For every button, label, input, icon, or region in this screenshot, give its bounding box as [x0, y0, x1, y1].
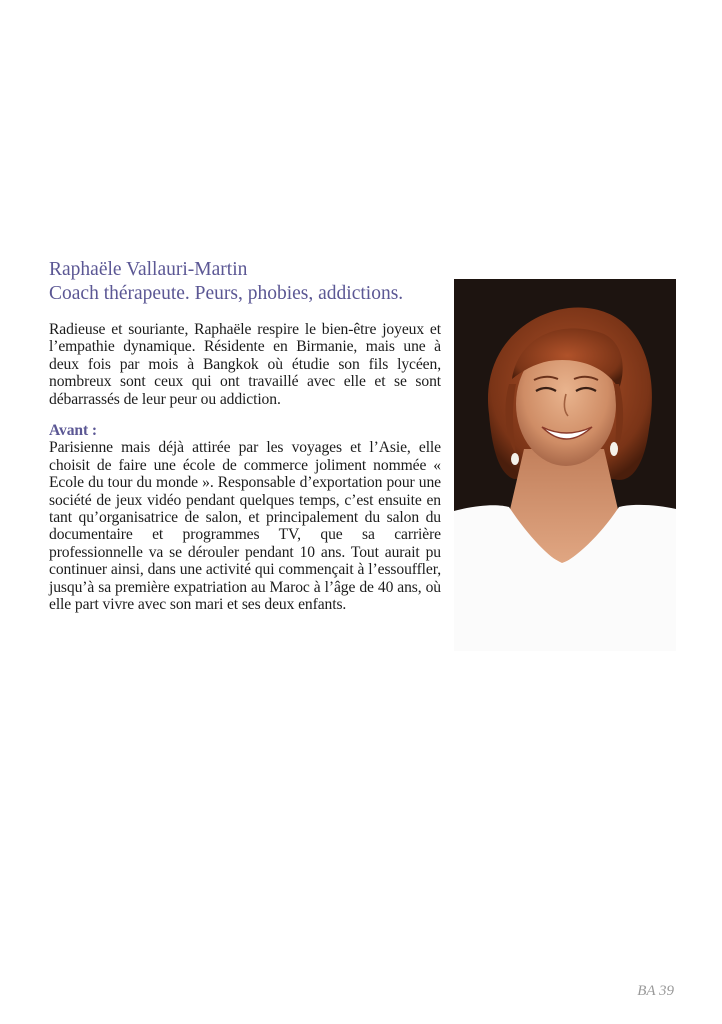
page-number: BA 39 [637, 983, 674, 999]
avant-heading: Avant : [49, 422, 97, 440]
profile-body [49, 321, 441, 614]
avant-paragraph: Parisienne mais déjà attirée par les voyages et l’Asie, elle choisit de faire une école de commerce joliment nommée « Ecole du tour du monde ». Responsable d’exportation pour une société de jeux vidéo pendant quelques temps, c’est ensuite en tant qu’organisatrice de salon, et principalement du salon du documentaire et programmes TV, que sa carrière professionnelle va se dérouler pendant 10 ans. Tout aurait pu continuer ainsi, dans une activité qui commençait à l’essouffler, jusqu’à sa première expatriation au Maroc à l’âge de 40 ans, où elle part vivre avec son mari et ses deux enfants. [49, 439, 441, 614]
profile-role: Coach thérapeute. Peurs, phobies, addictions. [49, 283, 404, 304]
portrait-photo [454, 279, 676, 651]
profile-header [49, 258, 459, 306]
intro-paragraph: Radieuse et souriante, Raphaële respire le bien-être joyeux et l’empathie dynamique. Résidente en Birmanie, mais une à deux fois par mois à Bangkok où étudie son fils lycéen, nombreux sont ceux qui ont travaillé avec elle et se sont débarrassés de leur peur ou addiction. [49, 321, 441, 408]
profile-name: Raphaële Vallauri-Martin [49, 259, 248, 280]
